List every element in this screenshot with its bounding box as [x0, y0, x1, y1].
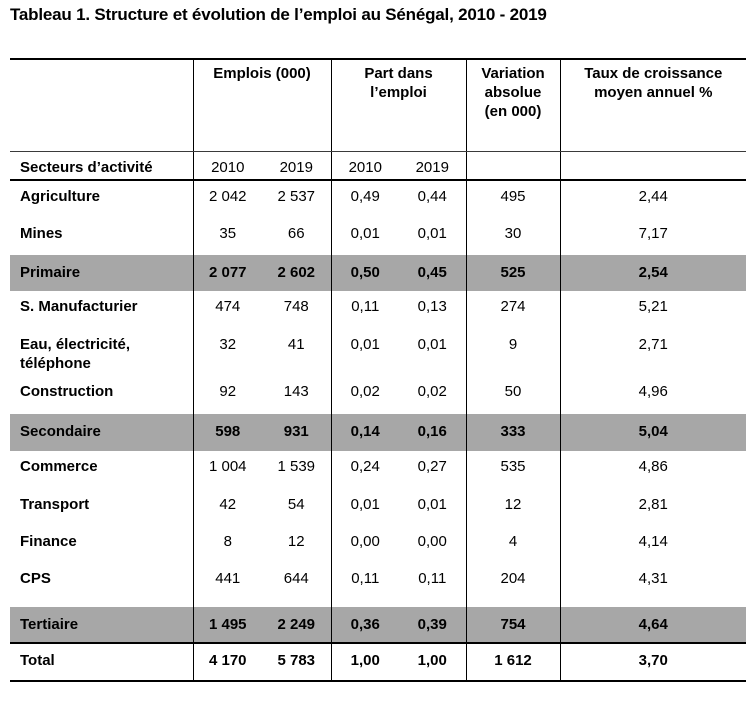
cell-variation: 9: [466, 329, 560, 380]
cell-part-2019: 0,27: [399, 451, 466, 489]
cell-sector: Commerce: [10, 451, 193, 489]
cell-part-2019: 0,13: [399, 291, 466, 329]
table-subheader-row: [10, 151, 746, 180]
cell-part-2010: 0,50: [350, 264, 380, 281]
cell-variation: 525: [466, 255, 560, 291]
cell-sector: Total: [10, 643, 193, 681]
cell-variation: 274: [466, 291, 560, 329]
cell-variation: 12: [466, 489, 560, 526]
table-group-header-row: [10, 59, 746, 151]
cell-sector: Mines: [10, 218, 193, 255]
table-row: [10, 489, 746, 526]
cell-variation: 535: [466, 451, 560, 489]
cell-part-2010: 0,49: [350, 188, 380, 205]
cell-part-2010: 0,14: [350, 423, 380, 440]
cell-emplois-2019: 644: [262, 563, 331, 607]
cell-part-2010: 0,02: [350, 383, 380, 400]
cell-sector: Construction: [10, 380, 193, 414]
cell-emplois-2019: 54: [262, 489, 331, 526]
cell-emplois-2019: 2 537: [262, 180, 331, 218]
cell-emplois-2010: 8: [223, 533, 232, 550]
cell-variation: 1 612: [466, 643, 560, 681]
cell-taux: 5,21: [638, 298, 668, 315]
cell-part-2019: 0,44: [399, 180, 466, 218]
cell-emplois-2010: 2 077: [208, 264, 247, 281]
cell-part-2010: 0,01: [350, 225, 380, 242]
table-row: [10, 380, 746, 414]
cell-emplois-2019: 748: [262, 291, 331, 329]
cell-part-2010: 0,01: [350, 496, 380, 513]
cell-part-2019: 0,45: [399, 255, 466, 291]
cell-emplois-2010: 598: [215, 423, 241, 440]
cell-taux: 3,70: [560, 643, 746, 681]
cell-sector: Secondaire: [10, 414, 193, 451]
group-header-part: Part dans l’emploi: [331, 59, 466, 151]
subheader-empty-taux: [560, 151, 746, 180]
cell-part-2019: 0,39: [399, 607, 466, 643]
cell-part-2019: 0,02: [399, 380, 466, 414]
group-header-emplois: Emplois (000): [193, 59, 331, 151]
group-header-variation: Variation absolue (en 000): [466, 59, 560, 151]
cell-emplois-2019: 12: [262, 526, 331, 563]
subheader-sector: Secteurs d’activité: [10, 151, 193, 180]
table-row-secondaire: [10, 414, 746, 451]
cell-emplois-2019: 66: [262, 218, 331, 255]
cell-part-2010: 0,36: [350, 616, 380, 633]
cell-variation: 204: [466, 563, 560, 607]
cell-taux: 4,96: [638, 383, 668, 400]
cell-taux: 2,54: [638, 264, 668, 281]
cell-sector: CPS: [10, 563, 193, 607]
cell-taux: 2,44: [638, 188, 668, 205]
cell-variation: 333: [466, 414, 560, 451]
cell-sector: Eau, électricité, téléphone: [10, 329, 193, 380]
cell-part-2019: 0,01: [399, 218, 466, 255]
cell-part-2019: 0,01: [399, 329, 466, 380]
cell-sector: Tertiaire: [10, 607, 193, 643]
table-row-total: [10, 643, 746, 681]
cell-emplois-2010: 4 170: [193, 643, 262, 681]
table-row-primaire: [10, 255, 746, 291]
cell-part-2010: 0,01: [350, 336, 380, 353]
subheader-part-2010: 2010: [331, 151, 399, 180]
cell-variation: 50: [466, 380, 560, 414]
table-row: [10, 563, 746, 607]
cell-emplois-2010: 42: [219, 496, 237, 513]
cell-part-2019: 0,11: [399, 563, 466, 607]
cell-taux: 7,17: [638, 225, 668, 242]
cell-emplois-2010: 1 495: [208, 616, 247, 633]
cell-taux: 4,86: [638, 458, 668, 475]
cell-emplois-2019: 5 783: [262, 643, 331, 681]
table-caption: Tableau 1. Structure et évolution de l’emploi au Sénégal, 2010 - 2019: [10, 5, 547, 24]
subheader-emplois-2010: 2010: [193, 151, 262, 180]
cell-part-2010: 1,00: [331, 643, 399, 681]
cell-emplois-2010: 474: [215, 298, 241, 315]
cell-variation: 754: [466, 607, 560, 643]
cell-emplois-2019: 2 249: [262, 607, 331, 643]
subheader-emplois-2019: 2019: [262, 151, 331, 180]
table-row: [10, 526, 746, 563]
cell-sector: Finance: [10, 526, 193, 563]
cell-sector: S. Manufacturier: [10, 291, 193, 329]
table-row: [10, 451, 746, 489]
subheader-empty-variation: [466, 151, 560, 180]
cell-emplois-2010: 441: [215, 570, 241, 587]
cell-sector: Transport: [10, 489, 193, 526]
cell-taux: 4,64: [638, 616, 668, 633]
cell-variation: 495: [466, 180, 560, 218]
cell-emplois-2019: 143: [262, 380, 331, 414]
cell-emplois-2019: 2 602: [262, 255, 331, 291]
employment-table: [10, 58, 746, 682]
cell-part-2019: 0,01: [399, 489, 466, 526]
cell-emplois-2010: 1 004: [208, 458, 247, 475]
cell-part-2010: 0,11: [351, 570, 380, 587]
cell-taux: 2,71: [638, 336, 668, 353]
cell-emplois-2019: 931: [262, 414, 331, 451]
subheader-part-2019: 2019: [399, 151, 466, 180]
cell-part-2010: 0,11: [351, 298, 380, 315]
table-row: [10, 180, 746, 218]
group-header-taux: Taux de croissance moyen annuel %: [560, 59, 746, 151]
cell-sector: Agriculture: [10, 180, 193, 218]
cell-part-2010: 0,24: [350, 458, 380, 475]
table-row: [10, 329, 746, 380]
cell-taux: 4,14: [638, 533, 668, 550]
cell-emplois-2010: 35: [219, 225, 237, 242]
table-row: [10, 218, 746, 255]
cell-taux: 4,31: [638, 570, 668, 587]
cell-part-2019: 1,00: [399, 643, 466, 681]
group-header-empty: [10, 59, 193, 151]
cell-variation: 30: [466, 218, 560, 255]
cell-sector: Primaire: [10, 255, 193, 291]
cell-emplois-2010: 2 042: [208, 188, 247, 205]
cell-emplois-2019: 41: [262, 329, 331, 380]
cell-taux: 2,81: [638, 496, 668, 513]
cell-variation: 4: [466, 526, 560, 563]
table-row: [10, 291, 746, 329]
cell-part-2019: 0,00: [399, 526, 466, 563]
cell-part-2019: 0,16: [399, 414, 466, 451]
cell-emplois-2010: 92: [219, 383, 237, 400]
table-row-tertiaire: [10, 607, 746, 643]
cell-emplois-2010: 32: [219, 336, 237, 353]
cell-part-2010: 0,00: [350, 533, 380, 550]
cell-emplois-2019: 1 539: [262, 451, 331, 489]
cell-taux: 5,04: [638, 423, 668, 440]
